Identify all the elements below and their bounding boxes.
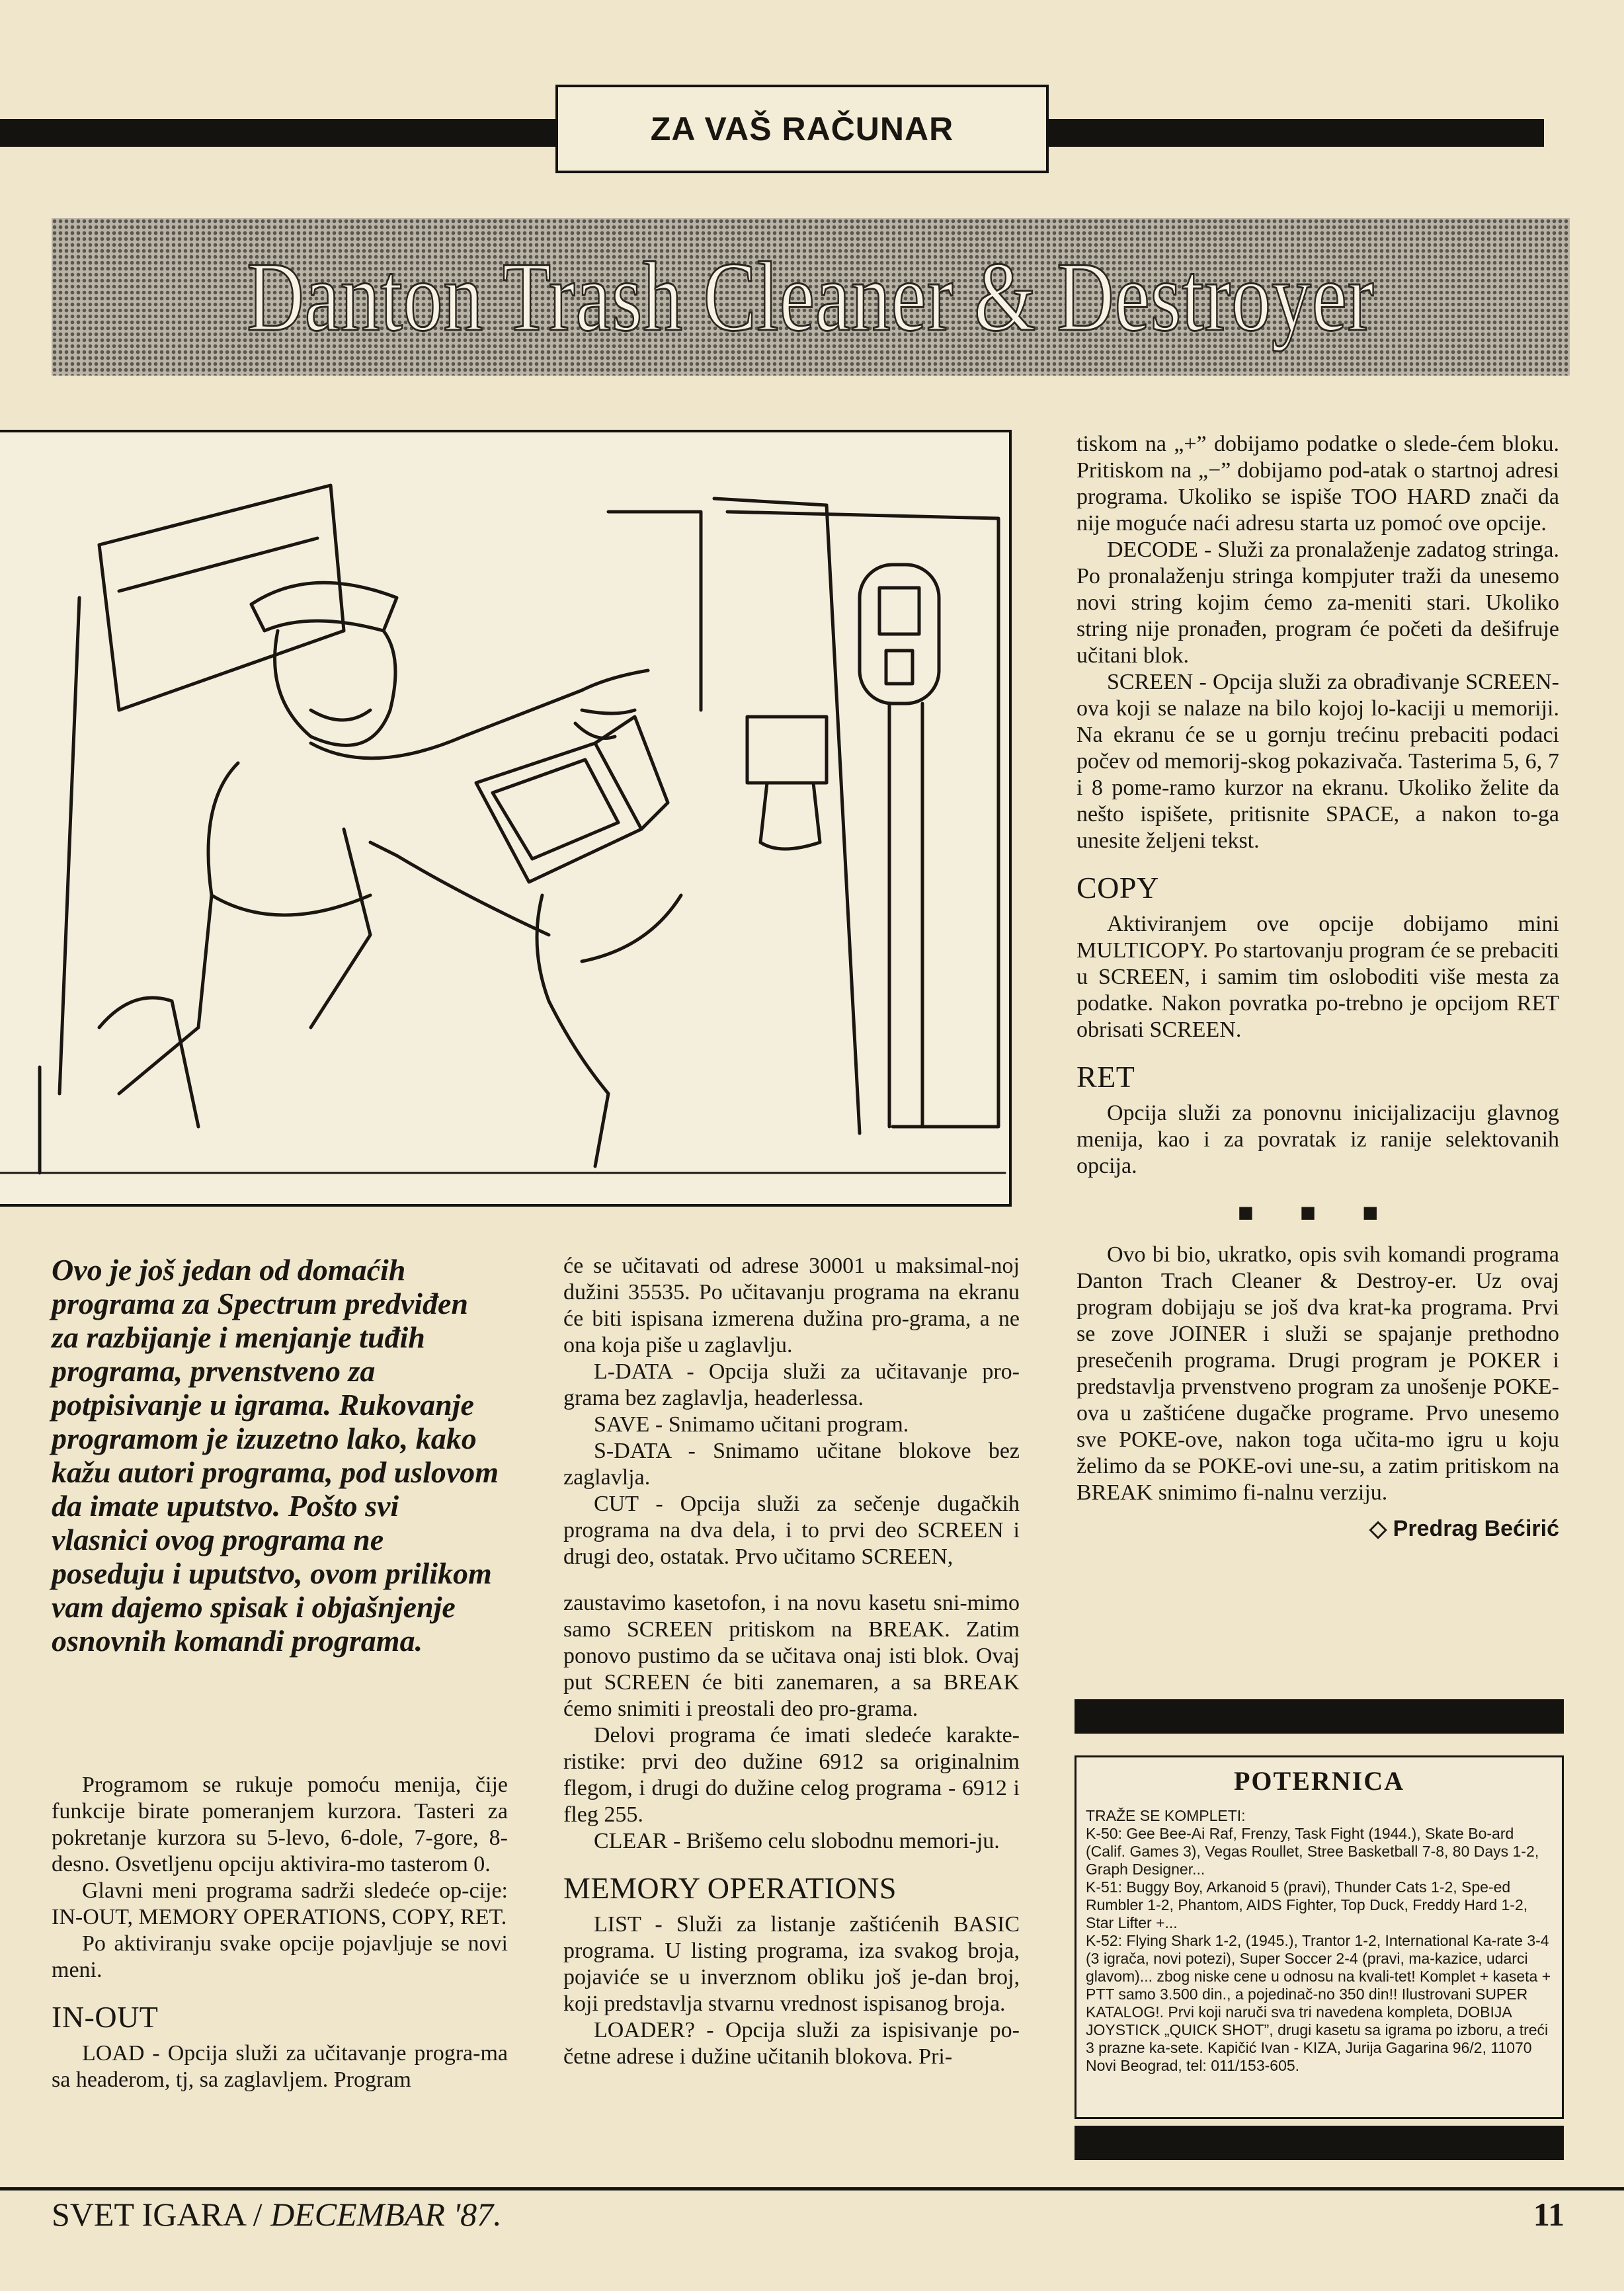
paragraph: Programom se rukuje pomoću menija, čije funkcije birate pomeranjem kurzora. Tasteri za pokretanje kurzora su 5-levo, 6-dole, 7-gore, 8-desno. Osvetljenu opciju aktivira-mo tasterom 0.: [52, 1773, 508, 1876]
paragraph: LOAD - Opcija služi za učitavanje progra-ma sa headerom, tj, sa zaglavljem. Program: [52, 2041, 508, 2092]
poternica-title: POTERNICA: [1233, 1766, 1405, 1796]
paragraph: Aktiviranjem ove opcije dobijamo mini MULTICOPY. Po startovanju program će se prebaciti u SCREEN, i samim tim osloboditi više mesta za podatke. Nakon povratka po-trebno je opcijom RET obrisati SCREEN.: [1076, 912, 1559, 1042]
illustration: [0, 430, 1012, 1207]
author-signature: ◇ Predrag Bećirić: [1369, 1516, 1559, 1541]
section-heading-memory-operations: MEMORY OPERATIONS: [563, 1871, 897, 1905]
section-header: [555, 85, 1049, 173]
footer-rule: [0, 2187, 1624, 2191]
paragraph: S-DATA - Snimamo učitane blokove bez zaglavlja.: [563, 1439, 1020, 1490]
poternica-line: K-51: Buggy Boy, Arkanoid 5 (pravi), Thunder Cats 1-2, Spe-ed Rumbler 1-2, Phantom, AIDS Fighter, Top Duck, Freddy Hard 1-2, Star Lifter +...: [1086, 1878, 1528, 1931]
paragraph: LIST - Služi za listanje zaštićenih BASIC programa. U listing programa, iza svakog broja, pojaviće se u inverznom obliku još je-dan broj, koji predstavlja stvarnu vrednost ispisanog broja.: [563, 1912, 1020, 2016]
paragraph: CLEAR - Brišemo celu slobodnu memori-ju.: [594, 1829, 1000, 1853]
title-banner: [52, 218, 1570, 376]
paragraph: CUT - Opcija služi za sečenje dugačkih programa na dva dela, i to prvi deo SCREEN i drugi deo, ostatak. Prvo učitamo SCREEN,: [563, 1492, 1020, 1569]
paragraph: DECODE - Služi za pronalaženje zadatog stringa. Po pronalaženju stringa kompjuter traži da unesemo novi string kojim ćemo za-meniti stari. Ukoliko string nije pronađen, program će početi da dešifruje učitani blok.: [1076, 538, 1559, 668]
paragraph: Glavni meni programa sadrži sledeće op-cije: IN-OUT, MEMORY OPERATIONS, COPY, RET.: [52, 1878, 508, 1929]
intro-text: Ovo je još jedan od domaćih programa za Spectrum predviđen za razbijanje i menjanje tuđih programa, prvenstveno za potpisivanje u igrama. Rukovanje programom je izuzetno lako, kako kažu autori programa, pod uslovom da imate uputstvo. Pošto svi vlasnici ovog programa ne poseduju i uputstvo, ovom prilikom vam dajemo spisak i objašnjenje osnovnih komandi programa.: [52, 1253, 499, 1658]
paragraph: tiskom na „+” dobijamo podatke o slede-ćem bloku. Pritiskom na „−” dobijamo pod-atak o startnoj adresi programa. Ukoliko se ispiše TOO HARD znači da nije moguće naći adresu starta uz pomoć ove opcije.: [1076, 432, 1559, 536]
column-3: [1076, 431, 1559, 1542]
column-1: [52, 1772, 508, 2093]
paragraph: SCREEN - Opcija služi za obrađivanje SCREEN-ova koji se nalaze na bilo kojoj lo-kaciji u memoriji. Na ekranu će se u gornju trećinu prebaciti podaci počev od memorij-skog pokazivača. Tasterima 5, 6, 7 i 8 pome-ramo kurzor na ekranu. Ukoliko želite da nešto ispišete, pritisnite SPACE, a nakon to-ga unesite željeni tekst.: [1076, 670, 1559, 853]
column-2: [563, 1253, 1020, 2070]
poternica-top-band: [1075, 1699, 1564, 1734]
page-number: 11: [1533, 2196, 1564, 2233]
paragraph: SAVE - Snimamo učitani program.: [594, 1412, 909, 1437]
paragraph: zaustavimo kasetofon, i na novu kasetu sni-mimo samo SCREEN pritiskom na BREAK. Zatim ponovo pustimo da se učitava onaj isti blok. Ovaj put SCREEN će biti zanemaren, a sa BREAK ćemo snimiti i preostali deo pro-grama.: [563, 1591, 1020, 1721]
section-heading-ret: RET: [1076, 1060, 1135, 1094]
paragraph: će se učitavati od adrese 30001 u maksimal-noj dužini 35535. Po učitavanju programa na ekranu će biti ispisana izmerena dužina pro-grama, a ne ona koja piše u zaglavlju.: [563, 1254, 1020, 1357]
cartoon-illustration: [0, 432, 1012, 1207]
paragraph: L-DATA - Opcija služi za učitavanje pro-grama bez zaglavlja, headerlessa.: [563, 1359, 1020, 1410]
paragraph: Po aktiviranju svake opcije pojavljuje se novi meni.: [52, 1931, 508, 1982]
paragraph: Delovi programa će imati sledeće karakte-ristike: prvi deo dužine 6912 sa originalnim flegom, i drugi do dužine celog programa - 6912 i fleg 255.: [563, 1723, 1020, 1827]
section-heading-copy: COPY: [1076, 871, 1159, 904]
poternica-line: K-52: Flying Shark 1-2, (1945.), Trantor 1-2, International Ka-rate 3-4 (3 igrača, novi potezi), Super Soccer 2-4 (pravi, ma-kazice, udarci glavom)... zbog niske cene u odnosu na kvali-tet! Komplet + kaseta + PTT samo 3.500 din., a pojedinač-no 350 din!! Ilustrovani SUPER KATALOG!. Prvi koji naruči sva tri navedena kompleta, DOBIJA JOYSTICK „QUICK SHOT”, drugi kasetu sa igrama po izboru, a treći 3 prazne ka-sete. Kapičić Ivan - KIZA, Jurija Gagarina 96/2, 11070 Novi Beograd, tel: 011/153-605.: [1086, 1932, 1551, 2074]
footer-issue: DECEMBAR '87.: [270, 2196, 502, 2233]
paragraph: LOADER? - Opcija služi za ispisivanje po-četne adrese i dužine učitanih blokova. Pri-: [563, 2018, 1020, 2069]
paragraph: Ovo bi bio, ukratko, opis svih komandi programa Danton Trach Cleaner & Destroy-er. Uz ovaj program dobijaju se još dva krat-ka programa. Prvi se zove JOINER i služi se spajanje prethodno presečenih programa. Drugi program je POKER i predstavlja prvenstveno program za unošenje POKE-ova u zaštićene dugačke programe. Prvo unesemo sve POKE-ove, nakon toga učita-mo igru u koju želimo da se POKE-ovi une-su, a zatim pritiskom na BREAK snimimo fi-nalnu verziju.: [1076, 1242, 1559, 1505]
footer-magazine-name: SVET IGARA /: [52, 2196, 271, 2233]
section-title: ZA VAŠ RAČUNAR: [650, 110, 954, 147]
poternica-box: [1075, 1755, 1564, 2119]
poternica-line: TRAŽE SE KOMPLETI:: [1086, 1807, 1246, 1824]
footer-magazine: [52, 2195, 502, 2233]
poternica-bottom-band: [1075, 2126, 1564, 2160]
section-divider: ■ ■ ■: [1237, 1197, 1399, 1227]
poternica-line: K-50: Gee Bee-Ai Raf, Frenzy, Task Fight (1944.), Skate Bo-ard (Calif. Games 3), Vegas Roullet, Stree Basketball 7-8, 80 Days 1-2, Graph Designer...: [1086, 1825, 1539, 1878]
article-title: Danton Trash Cleaner & Destroyer: [247, 242, 1375, 352]
section-heading-in-out: IN-OUT: [52, 2000, 159, 2034]
paragraph: Opcija služi za ponovnu inicijalizaciju glavnog menija, kao i za povratak iz ranije selektovanih opcija.: [1076, 1101, 1559, 1178]
